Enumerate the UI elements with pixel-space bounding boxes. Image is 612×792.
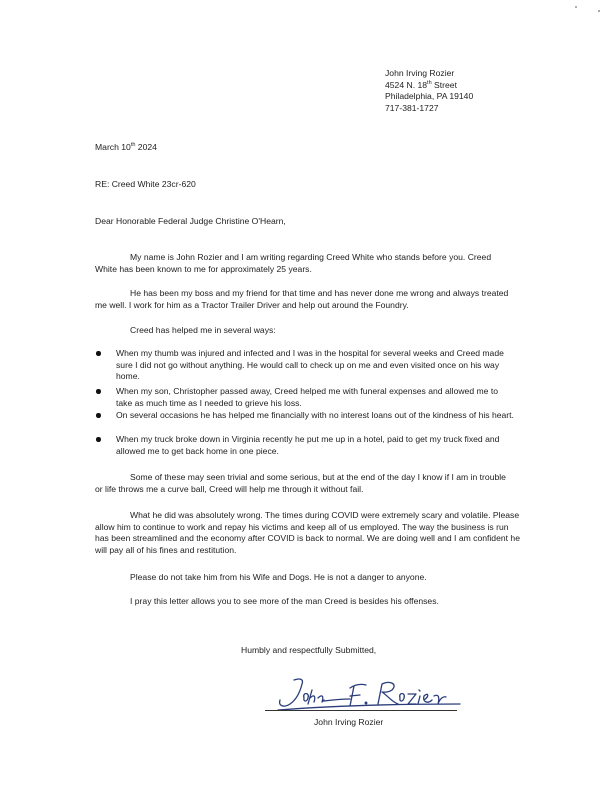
letter-date: March 10th 2024 [95, 142, 157, 152]
paragraph-3: Creed has helped me in several ways: [130, 325, 276, 335]
re-line: RE: Creed White 23cr-620 [95, 179, 196, 189]
bullet-icon [96, 389, 101, 394]
list-item: When my truck broke down in Virginia recently he put me up in a hotel, paid to get my truck fixed and allowed me to get back home in one piece. [116, 434, 500, 456]
bullet-icon [96, 351, 101, 356]
bullet-icon [96, 437, 101, 442]
list-item: On several occasions he has helped me financially with no interest loans out of the kindness of his heart. [116, 410, 514, 420]
sender-address [385, 68, 473, 114]
salutation: Dear Honorable Federal Judge Christine O'Hearn, [95, 216, 286, 226]
paragraph-7: I pray this letter allows you to see more of the man Creed is besides his offenses. [130, 596, 439, 606]
sender-city: Philadelphia, PA 19140 [385, 91, 474, 101]
scan-speck [575, 6, 577, 8]
bullet-icon [96, 413, 101, 418]
closing: Humbly and respectfully Submitted, [241, 645, 377, 655]
signature-line [265, 710, 457, 711]
paragraph-1: My name is John Rozier and I am writing regarding Creed White who stands before you. Creed White has been known to me for approximately 25 years. [95, 252, 492, 274]
paragraph-4: Some of these may seen trivial and some serious, but at the end of the day I know if I am in trouble or life throws me a curve ball, Creed will help me through it without fail. [95, 472, 506, 494]
paragraph-5: What he did was absolutely wrong. The times during COVID were extremely scary and volatile. Please allow him to continue to work and repay his victims and keep all of us employed. The way the business is run has been streamlined and the economy after COVID is back to normal. We are doing well and I am confident he will pay all of his fines and restitution. [95, 510, 520, 555]
list-item: When my thumb was injured and infected and I was in the hospital for several weeks and Creed made sure I did not go without anything. He would call to check up on me and even visited once on his way home. [116, 348, 504, 381]
sender-name: John Irving Rozier [385, 68, 455, 78]
scan-speck [598, 10, 600, 12]
paragraph-6: Please do not take him from his Wife and Dogs. He is not a danger to anyone. [130, 572, 427, 582]
paragraph-2: He has been my boss and my friend for that time and has never done me wrong and always treated me well. I work for him as a Tractor Trailer Driver and help out around the Foundry. [95, 288, 509, 310]
sender-phone: 717-381-1727 [385, 102, 439, 113]
signature-name: John Irving Rozier [314, 717, 384, 727]
list-item: When my son, Christopher passed away, Creed helped me with funeral expenses and allowed me to take as much time as I needed to grieve his loss. [116, 386, 498, 408]
sender-street: 4524 N. 18th Street [385, 79, 457, 90]
